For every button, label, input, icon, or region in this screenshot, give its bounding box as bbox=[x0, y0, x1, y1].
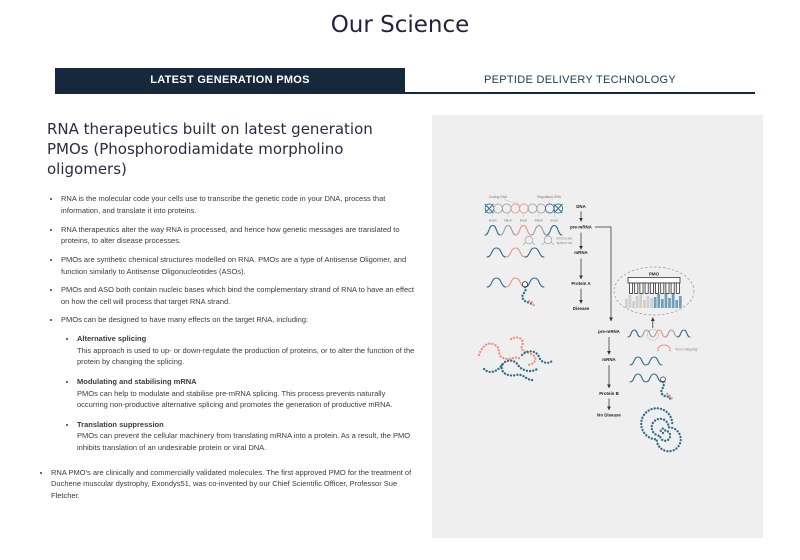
effects-sublist bbox=[63, 333, 415, 454]
rna-base-bars bbox=[625, 292, 682, 308]
exon-label: Exon bbox=[519, 218, 528, 223]
intron-label: Intron bbox=[503, 218, 513, 223]
sub-bullet-modulating-mrna bbox=[77, 376, 415, 411]
protein-b-label: Protein B bbox=[599, 391, 619, 396]
sub-bullet-translation-suppression bbox=[77, 419, 415, 454]
exon-intron-labels bbox=[489, 214, 558, 223]
sub-bullet-title: • Translation suppression bbox=[77, 419, 164, 429]
dna-helix bbox=[485, 195, 563, 213]
branch-connector bbox=[595, 227, 611, 321]
disease-pathway-flow bbox=[570, 204, 611, 321]
bullet-pmos-effects bbox=[61, 314, 425, 453]
exon-label: Exon bbox=[488, 218, 497, 223]
bullet-rna-code: • RNA is the molecular code your cells use to transcribe the genetic code in your DNA, process that information, and translate it into proteins. bbox=[61, 193, 425, 216]
dna-label: DNA bbox=[576, 204, 586, 209]
science-diagram-panel bbox=[432, 115, 763, 538]
pre-mrna-2-wave bbox=[628, 330, 690, 337]
coding-dna-label: Coding DNA bbox=[488, 195, 508, 199]
intron-label: Intron bbox=[534, 218, 544, 223]
exon-skipping-annotation bbox=[658, 345, 699, 352]
tab-peptide-delivery-technology[interactable]: PEPTIDE DELIVERY TECHNOLOGY bbox=[405, 68, 755, 92]
translation-2-wave bbox=[630, 374, 674, 399]
mrna-2-label: mRNA bbox=[602, 357, 616, 362]
regulatory-dna-label: Regulatory DNA bbox=[537, 195, 561, 199]
sub-bullet-title: • Alternative splicing bbox=[77, 334, 147, 344]
pmo-label: PMO bbox=[648, 271, 660, 277]
bullet-pmos-effects-text: PMOs can be designed to have many effects on the target RNA, including: bbox=[61, 315, 309, 325]
sub-bullet-body: This approach is used to up- or down-regulate the production of proteins, or to alter the function of the protein by changing the splicing. bbox=[77, 345, 415, 367]
tab-bar bbox=[55, 68, 755, 94]
pre-mrna-wave bbox=[485, 226, 562, 236]
translation-wave bbox=[487, 278, 544, 306]
protein-a-label: Protein A bbox=[571, 281, 591, 286]
mrna-wave bbox=[487, 248, 544, 257]
mrna-2-wave bbox=[630, 357, 662, 365]
no-disease-label: No Disease bbox=[597, 412, 621, 418]
pmo-detail bbox=[614, 267, 694, 315]
pmo-comb bbox=[628, 278, 680, 294]
text-column bbox=[47, 120, 425, 509]
sub-bullet-alternative-splicing bbox=[77, 333, 415, 368]
bullet-rna-therapeutics: • RNA therapeutics alter the way RNA is processed, and hence how genetic messages are translated to proteins, to alter disease processes. bbox=[61, 224, 425, 247]
section-heading: RNA therapeutics built on latest generation PMOs (Phosphorodiamidate morpholino oligomers) bbox=[47, 120, 373, 178]
bullet-validated-molecules: • RNA PMO's are clinically and commercially validated molecules. The first approved PMO for the treatment of Duchene muscular dystrophy, Exondys51, was co-invented by our Chief Scientific Officer, Professor Sue Fletcher. bbox=[51, 467, 425, 502]
exon-skipping-label: "Exon Skipping" bbox=[675, 347, 699, 352]
sub-bullet-title: • Modulating and stabilising mRNA bbox=[77, 376, 197, 386]
misfolded-protein-tangle bbox=[479, 338, 553, 381]
bullet-pmos-synthetic: • PMOs are synthetic chemical structures modelled on RNA. PMOs are a type of Antisense Oligomer, and function similarly to Antisense Oligonucleotides (ASOs). bbox=[61, 254, 425, 277]
pre-mrna-2-label: pre-mRNA bbox=[598, 329, 620, 334]
folded-protein-spiral bbox=[641, 408, 681, 451]
bullet-pmos-aso: • PMOs and ASO both contain nucleic bases which bind the complementary strand of RNA to have an effect on how the cell will process that target RNA strand. bbox=[61, 284, 425, 307]
mrna-label: mRNA bbox=[574, 250, 588, 255]
exon-label: Exon bbox=[550, 218, 559, 223]
sub-bullet-body: PMOs can help to modulate and stabilise pre-mRNA splicing. This process prevents naturally occurring non-productive alternative splicing and promotes the generation of productive mRNA. bbox=[77, 388, 393, 410]
page-title: Our Science bbox=[330, 12, 470, 38]
introns-spliced-label-line2: spliced out bbox=[556, 241, 573, 245]
bullet-list bbox=[47, 193, 425, 501]
sub-bullet-body: PMOs can prevent the cellular machinery from translating mRNA into a protein. As a result, the PMO inhibits translation of an undesirable protein or viral DNA. bbox=[77, 431, 411, 453]
pre-mrna-label: pre-mRNA bbox=[570, 224, 592, 230]
tab-latest-generation-pmos[interactable]: LATEST GENERATION PMOS bbox=[55, 68, 405, 92]
disease-label: Disease bbox=[572, 306, 590, 311]
introns-spliced-label-line1: Introns are bbox=[556, 236, 573, 241]
no-disease-pathway-flow bbox=[597, 318, 699, 452]
science-diagram bbox=[432, 115, 763, 538]
